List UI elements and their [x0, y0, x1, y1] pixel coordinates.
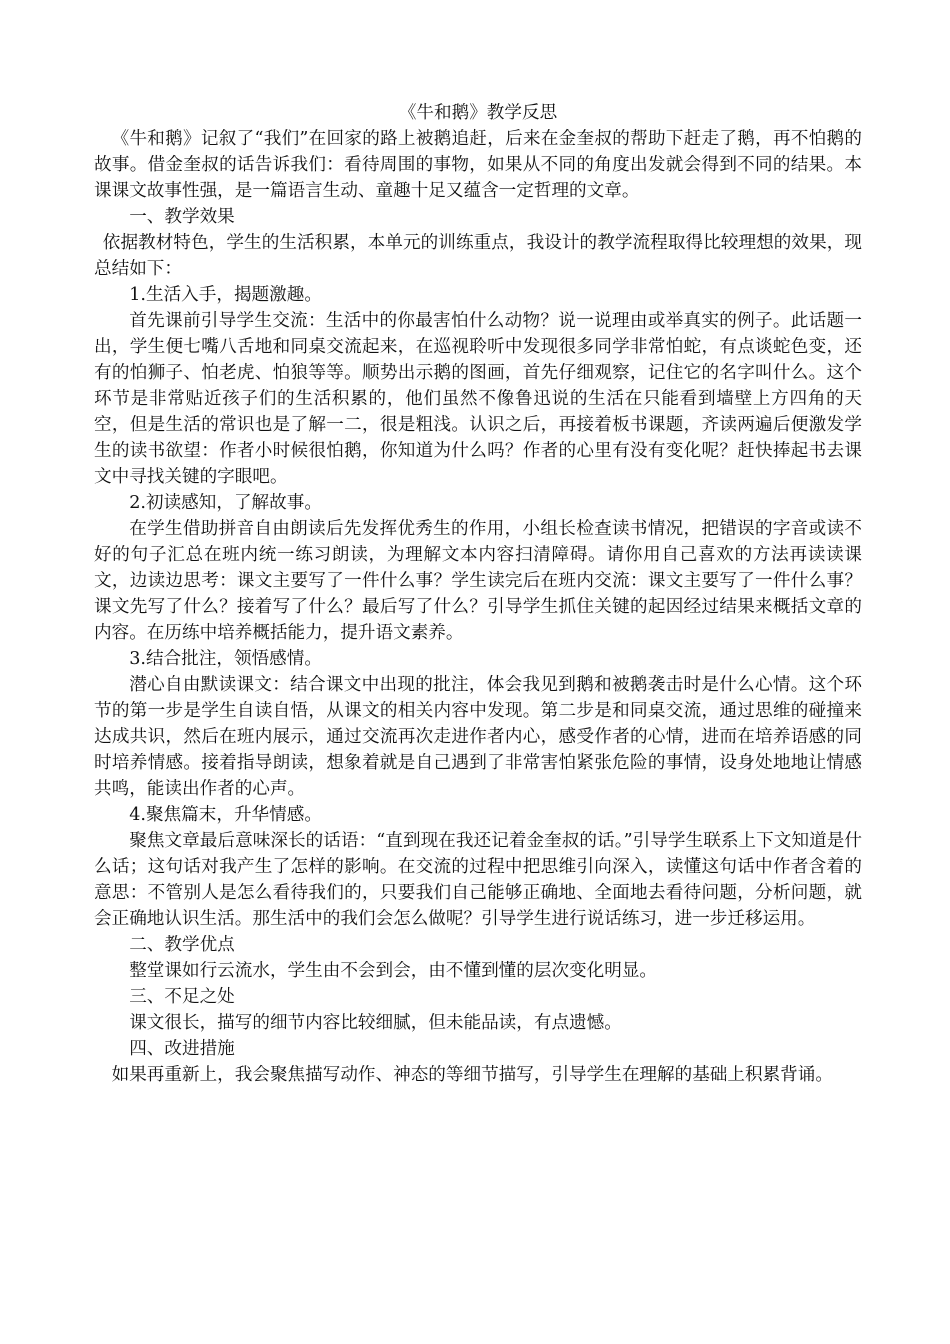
subheading-3: 3.结合批注，领悟感情。 [129, 649, 322, 669]
document-page [94, 100, 862, 1088]
subheading-2: 2.初读感知，了解故事。 [129, 493, 322, 513]
shortcomings-paragraph: 课文很长，描写的细节内容比较细腻，但未能品读，有点遗憾。 [129, 1013, 622, 1033]
effect-summary-paragraph: 依据教材特色，学生的生活积累，本单元的训练重点，我设计的教学流程取得比较理想的效果，现总结如下： [94, 233, 862, 279]
improvements-paragraph: 如果再重新上，我会聚焦描写动作、神态的等细节描写，引导学生在理解的基础上积累背诵。 [111, 1065, 833, 1085]
body-paragraph-2: 在学生借助拼音自由朗读后先发挥优秀生的作用，小组长检查读书情况，把错误的字音或读不好的句子汇总在班内统一练习朗读，为理解文本内容扫清障碍。请你用自己喜欢的方法再读读课文，边读边思考：课文主要写了一件什么事？学生读完后在班内交流：课文主要写了一件什么事？课文先写了什么？接着写了什么？最后写了什么？引导学生抓住关键的起因经过结果来概括文章的内容。在历练中培养概括能力，提升语文素养。 [94, 519, 862, 643]
intro-paragraph: 《牛和鹅》记叙了“我们”在回家的路上被鹅追赶，后来在金奎叔的帮助下赶走了鹅，再不怕鹅的故事。借金奎叔的话告诉我们：看待周围的事物，如果从不同的角度出发就会得到不同的结果。本课课文故事性强，是一篇语言生动、童趣十足又蕴含一定哲理的文章。 [94, 129, 862, 201]
strengths-paragraph: 整堂课如行云流水，学生由不会到会，由不懂到懂的层次变化明显。 [129, 961, 658, 981]
body-paragraph-4: 聚焦文章最后意味深长的话语：“直到现在我还记着金奎叔的话。”引导学生联系上下文知道是什么话；这句话对我产生了怎样的影响。在交流的过程中把思维引向深入，读懂这句话中作者含着的意思：不管别人是怎么看待我们的，只要我们自己能够正确地、全面地去看待问题，分析问题，就会正确地认识生活。那生活中的我们会怎么做呢？引导学生进行说话练习，进一步迁移运用。 [94, 831, 862, 929]
section-heading-shortcomings: 三、不足之处 [129, 987, 235, 1007]
section-heading-effect: 一、教学效果 [129, 207, 235, 227]
subheading-1: 1.生活入手，揭题激趣。 [129, 285, 322, 305]
body-paragraph-3: 潜心自由默读课文：结合课文中出现的批注，体会我见到鹅和被鹅袭击时是什么心情。这个环节的第一步是学生自读自悟，从课文的相关内容中发现。第二步是和同桌交流，通过思维的碰撞来达成共识，然后在班内展示，通过交流再次走进作者内心，感受作者的心情，进而在培养语感的同时培养情感。接着指导朗读，想象着就是自己遇到了非常害怕紧张危险的事情，设身处地地让情感共鸣，能读出作者的心声。 [94, 675, 862, 799]
section-heading-strengths: 二、教学优点 [129, 935, 235, 955]
body-paragraph-1: 首先课前引导学生交流：生活中的你最害怕什么动物？说一说理由或举真实的例子。此话题一出，学生便七嘴八舌地和同桌交流起来，在巡视聆听中发现很多同学非常怕蛇，有点谈蛇色变，还有的怕狮子、怕老虎、怕狼等等。顺势出示鹅的图画，首先仔细观察，记住它的名字叫什么。这个环节是非常贴近孩子们的生活积累的，他们虽然不像鲁迅说的生活在只能看到墙壁上方四角的天空，但是生活的常识也是了解一二，很是粗浅。认识之后，再接着板书课题，齐读两遍后便激发学生的读书欲望：作者小时候很怕鹅，你知道为什么吗？作者的心里有没有变化呢？赶快捧起书去课文中寻找关键的字眼吧。 [94, 311, 862, 487]
section-heading-improvements: 四、改进措施 [129, 1039, 235, 1059]
document-title: 《牛和鹅》教学反思 [398, 103, 558, 123]
subheading-4: 4.聚焦篇末，升华情感。 [129, 805, 322, 825]
